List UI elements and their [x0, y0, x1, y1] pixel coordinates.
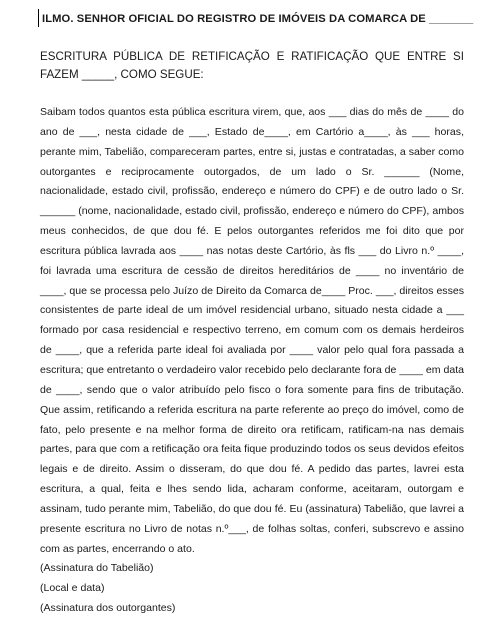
document-body: Saibam todos quantos esta pública escritura virem, que, aos ___ dias do mês de ____ do ano de ___, nesta cidade de ___, Estado de____, em Cartório a____, às ___ horas, perante mim, Tabelião, compareceram partes, entre si, justas e contratadas, a saber como outorgantes e reciprocamente outorgados, de um lado o Sr. ______ (Nome, nacionalidade, estado civil, profissão, endereço e número do CPF) e de outro lado o Sr. ______ (nome, nacionalidade, estado civil, profissão, endereço e número do CPF), ambos meus conhecidos, de que dou fé. E pelos outorgantes referidos me foi dito que por escritura pública lavrada aos ____ nas notas deste Cartório, às fls ___ do Livro n.º ____, foi lavrada uma escritura de cessão de direitos hereditários de ____ no inventário de ____, que se processa pelo Juízo de Direito da Comarca de____ Proc. ___, direitos esses consistentes de parte ideal de um imóvel residencial urbano, situado nesta cidade a ___ formado por casa residencial e respectivo terreno, em comum com os demais herdeiros de ____, que a referida parte ideal foi avaliada por ____ valor pelo qual fora passada a escritura; que entretanto o verdadeiro valor recebido pelo declarante fora de ____ em data de ____, sendo que o valor atribuído pelo fisco o fora somente para fins de tributação. Que assim, retificando a referida escritura na parte referente ao preço do imóvel, como de fato, pelo presente e na melhor forma de direito ora retificam, ratificam-na nas demais partes, para que com a retificação ora feita fique produzindo todos os seus devidos efeitos legais e de direito. Assim o disseram, do que dou fé. A pedido das partes, lavrei esta escritura, a qual, feita e lhes sendo lida, acharam conforme, aceitaram, outorgam e assinam, tudo perante mim, Tabelião, do que dou fé. Eu (assinatura) Tabelião, que lavrei a presente escritura no Livro de notas n.º___, de folhas soltas, conferi, subscrevo e assino com as partes, encerrando o ato.: [40, 106, 464, 555]
signature-tabeliao: (Assinatura do Tabelião): [40, 562, 154, 575]
signature-outorgantes: (Assinatura dos outorgantes): [40, 602, 176, 615]
place-and-date: (Local e data): [40, 582, 105, 595]
document-heading: ILMO. SENHOR OFICIAL DO REGISTRO DE IMÓVEIS DA COMARCA DE _______: [42, 13, 474, 25]
text-cursor-mark: [38, 9, 39, 27]
document-subtitle: ESCRITURA PÚBLICA DE RETIFICAÇÃO E RATIFICAÇÃO QUE ENTRE SI FAZEM _____, COMO SEGUE:: [40, 50, 464, 81]
